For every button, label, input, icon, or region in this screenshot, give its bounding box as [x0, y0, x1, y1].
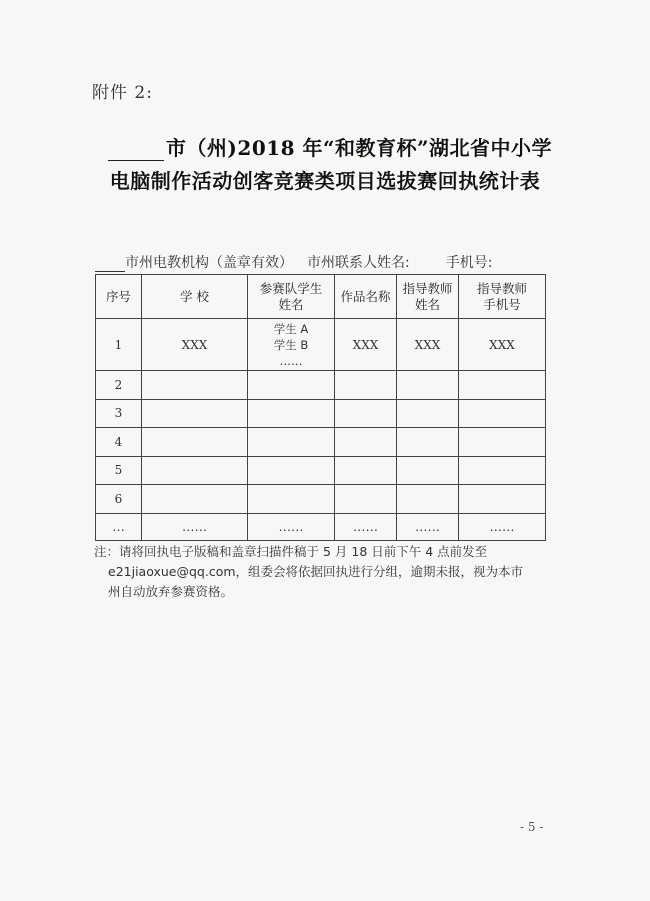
cell-work[interactable] [335, 428, 397, 457]
table-row [96, 319, 546, 371]
cell-seq: … [96, 513, 142, 540]
header-phone-l2: 手机号 [483, 296, 521, 312]
cell-phone[interactable] [459, 485, 546, 514]
footnote-line-2: e21jiaoxue@qq.com，组委会将依据回执进行分组，逾期未报，视为本市 [108, 564, 524, 579]
table-row [96, 399, 546, 428]
header-phone-l1: 指导教师 [476, 280, 527, 296]
cell-work[interactable] [335, 399, 397, 428]
cell-work[interactable] [335, 456, 397, 485]
cell-teacher[interactable] [397, 428, 459, 457]
cell-phone: …… [459, 513, 546, 540]
cell-work: …… [335, 513, 397, 540]
title-line-2: 电脑制作活动创客竞赛类项目选拔赛回执统计表 [109, 169, 541, 193]
cell-phone[interactable] [459, 456, 546, 485]
student-b: 学生 B [273, 337, 309, 352]
title-blank-underline [108, 140, 164, 161]
cell-students[interactable] [248, 371, 335, 400]
info-blank-underline [95, 255, 125, 272]
footnote-line-1: 注：请将回执电子版稿和盖章扫描件稿于 5 月 18 日前下午 4 点前发至 [94, 544, 488, 559]
footnote-line-3: 州自动放弃参赛资格。 [108, 584, 234, 599]
cell-students[interactable] [248, 485, 335, 514]
cell-school: XXX [142, 319, 248, 371]
header-school: 学 校 [142, 275, 248, 319]
student-a: 学生 A [273, 321, 309, 336]
cell-students [248, 319, 335, 371]
header-students [248, 275, 335, 319]
cell-students: …… [248, 513, 335, 540]
cell-teacher[interactable] [397, 485, 459, 514]
header-teacher-l1: 指导教师 [402, 280, 453, 296]
table-header-row [96, 275, 546, 319]
cell-seq: 5 [96, 456, 142, 485]
table-row [96, 371, 546, 400]
table-row [96, 485, 546, 514]
cell-students[interactable] [248, 399, 335, 428]
cell-phone[interactable] [459, 399, 546, 428]
cell-phone[interactable] [459, 428, 546, 457]
cell-seq: 1 [96, 319, 142, 371]
table-row [96, 428, 546, 457]
cell-school[interactable] [142, 428, 248, 457]
info-phone: 手机号: [445, 255, 493, 271]
cell-work: XXX [335, 319, 397, 371]
cell-seq: 6 [96, 485, 142, 514]
cell-seq: 4 [96, 428, 142, 457]
title-line-1 [0, 132, 650, 161]
header-students-l2: 姓名 [278, 296, 304, 312]
table-row [96, 456, 546, 485]
header-phone [459, 275, 546, 319]
student-more: …… [279, 353, 303, 368]
cell-teacher: XXX [397, 319, 459, 371]
cell-school[interactable] [142, 371, 248, 400]
info-contact: 市州联系人姓名: [307, 255, 410, 271]
cell-phone: XXX [459, 319, 546, 371]
cell-phone[interactable] [459, 371, 546, 400]
header-students-l1: 参赛队学生 [259, 280, 323, 296]
title-text-1: 市（州)2018 年“和教育杯”湖北省中小学 [165, 136, 553, 160]
cell-students[interactable] [248, 428, 335, 457]
footnote [94, 542, 548, 602]
header-teacher-l2: 姓名 [414, 296, 440, 312]
cell-teacher[interactable] [397, 456, 459, 485]
cell-school: …… [142, 513, 248, 540]
attachment-label: 附件 2: [92, 83, 153, 103]
info-line [95, 252, 547, 272]
registration-table [95, 274, 546, 541]
cell-teacher[interactable] [397, 399, 459, 428]
table-row-ellipsis [96, 513, 546, 540]
cell-work[interactable] [335, 485, 397, 514]
cell-school[interactable] [142, 456, 248, 485]
header-teacher [397, 275, 459, 319]
cell-school[interactable] [142, 399, 248, 428]
page-number: - 5 - [520, 820, 544, 834]
cell-teacher: …… [397, 513, 459, 540]
cell-seq: 3 [96, 399, 142, 428]
cell-seq: 2 [96, 371, 142, 400]
header-work: 作品名称 [335, 275, 397, 319]
header-seq: 序号 [96, 275, 142, 319]
cell-school[interactable] [142, 485, 248, 514]
cell-work[interactable] [335, 371, 397, 400]
cell-teacher[interactable] [397, 371, 459, 400]
info-org: 市州电教机构（盖章有效） [125, 255, 293, 271]
cell-students[interactable] [248, 456, 335, 485]
